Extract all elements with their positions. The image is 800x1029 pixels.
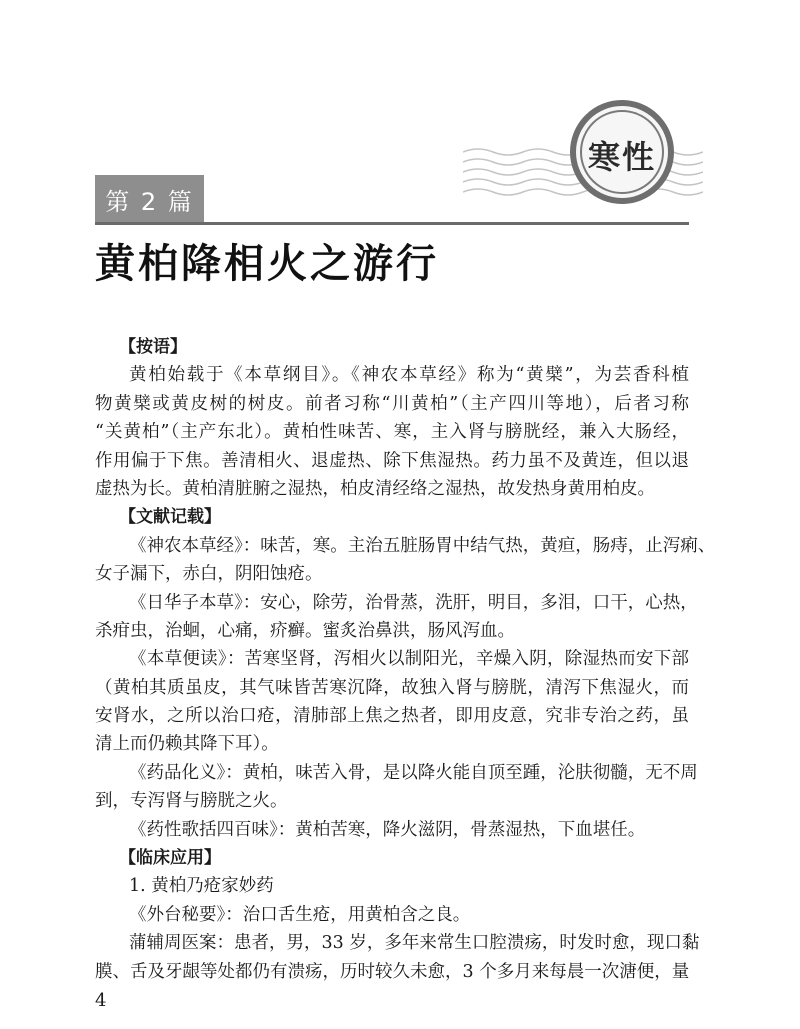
paragraph-line: 清上而仍赖其降下耳）。 — [95, 734, 279, 755]
paragraph-line: 虚热为长。黄柏清脏腑之湿热，柏皮清经络之湿热，故发热身黄用柏皮。 — [95, 478, 655, 499]
section-heading-anyu: 【按语】 — [119, 337, 187, 357]
paragraph-line: 《本草便读》：苦寒坚肾，泻相火以制阳光，辛燥入阴，除湿热而安下部 — [129, 649, 689, 670]
page-title: 黄柏降相火之游行 — [95, 241, 439, 287]
paragraph-line: 女子漏下，赤白，阴阳蚀疮。 — [95, 564, 323, 585]
paragraph-line: 《药性歌括四百味》：黄柏苦寒，降火滋阴，骨蒸湿热，下血堪任。 — [129, 819, 646, 840]
body-content — [95, 333, 716, 986]
page-number: 4 — [95, 990, 107, 1011]
cold-nature-stamp — [463, 100, 703, 210]
paragraph-line: 黄柏始载于《本草纲目》。《神农本草经》称为“黄檗”，为芸香科植 — [129, 365, 689, 386]
paragraph-line: 《药品化义》：黄柏，味苦入骨，是以降火能自顶至踵，沦肤彻髓，无不周 — [129, 762, 698, 783]
section-heading-linchuang: 【临床应用】 — [119, 848, 221, 869]
paragraph-line: （黄柏其质虽皮，其气味皆苦寒沉降，故独入肾与膀胱，清泻下焦湿火，而 — [95, 677, 689, 698]
subsection-heading: 1. 黄柏乃疮家妙药 — [129, 876, 274, 897]
paragraph-line: 《外台秘要》：治口舌生疮，用黄柏含之良。 — [129, 904, 471, 925]
paragraph-line: 膜、舌及牙龈等处都仍有溃疡，历时较久未愈，3 个多月来每晨一次溏便，量 — [95, 961, 690, 982]
section-heading-wenxian: 【文献记载】 — [119, 507, 221, 528]
title-rule — [95, 222, 689, 225]
chapter-tab: 第 2 篇 — [95, 175, 204, 223]
paragraph-line: 蒲辅周医案：患者，男，33 岁，多年来常生口腔溃疡，时发时愈，现口黏 — [129, 933, 700, 954]
paragraph-line: 到，专泻肾与膀胱之火。 — [95, 791, 288, 812]
stamp-label: 寒性 — [587, 138, 656, 176]
stamp-ring — [570, 100, 674, 204]
paragraph-line: 作用偏于下焦。善清相火、退虚热、除下焦湿热。药力虽不及黄连，但以退 — [95, 450, 689, 471]
paragraph-line: 安肾水，之所以治口疮，清肺部上焦之热者，即用皮意，究非专治之药，虽 — [95, 706, 689, 727]
paragraph-line: 杀疳虫，治蛔，心痛，疥癣。蜜炙治鼻洪，肠风泻血。 — [95, 620, 515, 641]
paragraph-line: 《日华子本草》：安心，除劳，治骨蒸，洗肝，明目，多泪，口干，心热， — [129, 592, 698, 613]
paragraph-line: “关黄柏”（主产东北）。黄柏性味苦、寒，主入肾与膀胱经，兼入大肠经， — [95, 422, 689, 443]
paragraph-line: 《神农本草经》：味苦，寒。主治五脏肠胃中结气热，黄疸，肠痔，止泻痢、 — [129, 535, 716, 556]
paragraph-line: 物黄檗或黄皮树的树皮。前者习称“川黄柏”（主产四川等地），后者习称 — [95, 393, 689, 414]
